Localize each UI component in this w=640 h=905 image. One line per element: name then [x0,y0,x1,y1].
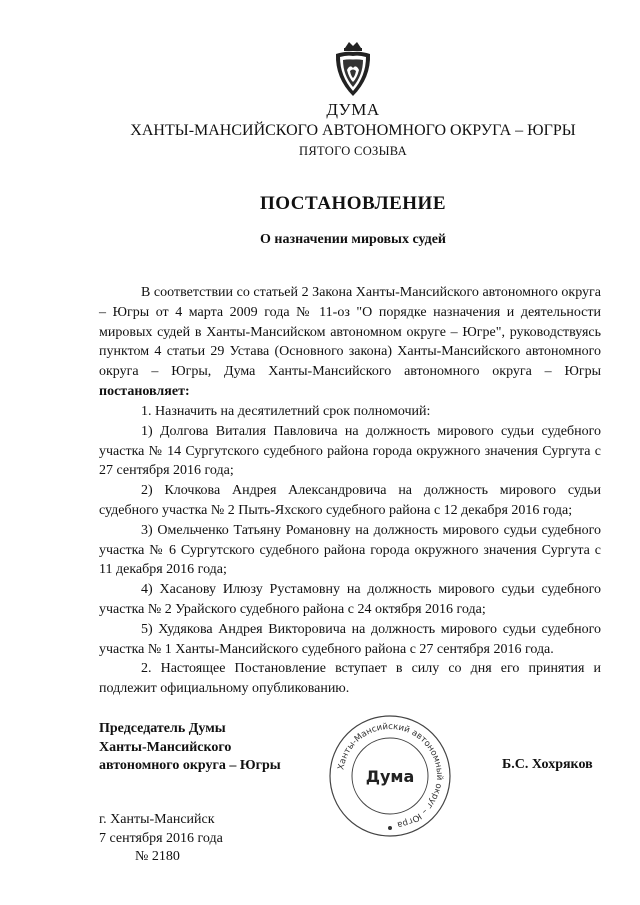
org-name: ДУМА [326,100,380,119]
city: г. Ханты-Мансийск [99,812,215,827]
convocation: ПЯТОГО СОЗЫВА [299,144,407,158]
list-item: 3) Омельченко Татьяну Романовну на должность мирового судьи судебного участка № 6 Сургутского судебного района города окружного значения Сургута с 11 декабря 2016 года; [99,522,601,578]
seal-ring-text: Ханты-Мансийский автономный округ – Югра [336,721,445,830]
document-title: ПОСТАНОВЛЕНИЕ [259,193,447,214]
signatory-position: Председатель Думы Ханты-Мансийского автономного округа – Югры [99,721,281,773]
signatory-name: Б.С. Хохряков [502,757,593,772]
date: 7 сентября 2016 года [99,830,223,846]
official-seal [326,712,454,840]
org-region: ХАНТЫ-МАНСИЙСКОГО АВТОНОМНОГО ОКРУГА – ЮГРЫ [130,122,576,139]
seal-center-text: Дума [365,767,415,786]
list-item: 4) Хасанову Илюзу Рустамовну на должность мирового судьи судебного участка № 2 Урайского судебного района с 24 октября 2016 года; [99,582,601,617]
list-item: 1. Назначить на десятилетний срок полномочий: [141,404,431,419]
intro-keyword: постановляет: [99,383,190,399]
document-footer [99,811,223,867]
document-number: № 2180 [135,849,180,864]
resolution-items [99,402,601,699]
list-item: 2. Настоящее Постановление вступает в силу со дня его принятия и подлежит официальному опубликованию. [99,661,601,697]
coat-of-arms-icon [331,40,375,98]
list-item: 2) Клочкова Андрея Александровича на должность мирового судьи судебного участка № 2 Пыть-Яхского судебного района с 12 декабря 2016 года; [99,483,601,518]
list-item: 1) Долгова Виталия Павловича на должность мирового судьи судебного участка № 14 Сургутского судебного района города окружного значения Сургута с 27 сентября 2016 года; [99,423,601,479]
intro-paragraph [99,283,601,402]
list-item: 5) Худякова Андрея Викторовича на должность мирового судьи судебного участка № 1 Ханты-Мансийского судебного района с 27 сентября 2016 года. [99,621,601,657]
document-subject: О назначении мировых судей [260,232,446,247]
seal-dot [388,826,392,830]
intro-text: В соответствии со статьей 2 Закона Ханты-Мансийского автономного округа – Югры от 4 марта 2009 года № 11-оз "О порядке назначения и деятельности мировых судей в Ханты-Мансийском автономном округе – Югре", руководствуясь пунктом 4 статьи 29 Устава (Основного закона) Ханты-Мансийского автономного округа – Югры, Дума Ханты-Мансийского автономного округа – Югры [99,285,601,380]
